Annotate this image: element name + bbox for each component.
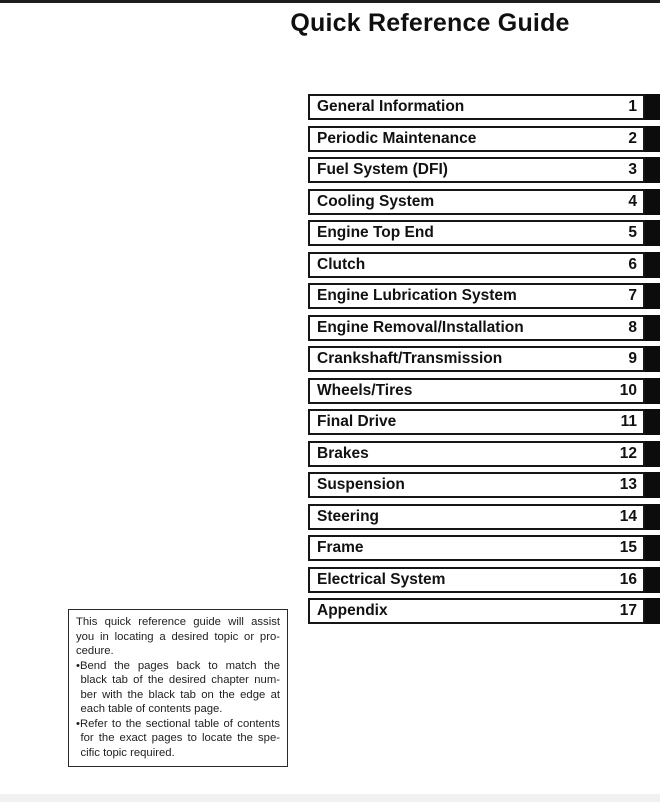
chapter-tab xyxy=(645,189,660,215)
chapter-number: 8 xyxy=(628,318,637,336)
note-line: •Bend the pages back to match the xyxy=(76,659,280,672)
chapter-label: Electrical System xyxy=(317,570,446,588)
chapter-box xyxy=(308,346,645,372)
chapter-tab xyxy=(645,598,660,624)
chapter-label: Steering xyxy=(317,507,380,525)
chapter-row-frame xyxy=(308,535,660,561)
chapter-tab xyxy=(645,535,660,561)
chapter-label: Crankshaft/Transmission xyxy=(317,350,503,367)
chapter-row-general-information xyxy=(308,94,660,120)
note-line: cific topic required. xyxy=(80,746,175,759)
chapter-label: Wheels/Tires xyxy=(317,381,413,399)
chapter-row-appendix xyxy=(308,598,660,624)
chapter-tab xyxy=(645,409,660,435)
chapter-box xyxy=(308,598,645,624)
chapter-box xyxy=(308,283,645,309)
chapter-tab xyxy=(645,252,660,278)
chapter-tab xyxy=(645,567,660,593)
chapter-tab xyxy=(645,315,660,341)
chapter-row-crankshaft-transmission xyxy=(308,346,660,372)
chapter-number: 6 xyxy=(628,255,637,273)
chapter-tab xyxy=(645,283,660,309)
chapter-row-steering xyxy=(308,504,660,530)
chapter-number: 1 xyxy=(628,98,637,115)
chapter-label: Periodic Maintenance xyxy=(317,129,477,147)
chapter-number: 7 xyxy=(628,287,637,304)
chapter-number: 10 xyxy=(619,381,637,399)
chapter-number: 3 xyxy=(628,161,637,178)
chapter-label: Cooling System xyxy=(317,192,435,210)
chapter-box xyxy=(308,472,645,498)
chapter-list xyxy=(308,94,660,630)
chapter-number: 16 xyxy=(619,570,637,588)
chapter-number: 11 xyxy=(620,413,637,430)
chapter-row-brakes xyxy=(308,441,660,467)
note-line: black tab of the desired chapter num- xyxy=(80,674,280,686)
note-line: •Refer to the sectional table of contents xyxy=(76,717,280,730)
chapter-box xyxy=(308,441,645,467)
chapter-tab xyxy=(645,472,660,498)
chapter-box xyxy=(308,378,645,404)
chapter-box xyxy=(308,567,645,593)
note-line: This quick reference guide will assist xyxy=(76,616,280,628)
chapter-tab xyxy=(645,346,660,372)
chapter-number: 12 xyxy=(619,444,637,462)
chapter-box xyxy=(308,535,645,561)
chapter-number: 17 xyxy=(619,602,637,619)
chapter-row-fuel-system-dfi xyxy=(308,157,660,183)
chapter-row-clutch xyxy=(308,252,660,278)
chapter-number: 14 xyxy=(619,507,637,525)
chapter-tab xyxy=(645,378,660,404)
chapter-row-final-drive xyxy=(308,409,660,435)
chapter-label: Final Drive xyxy=(317,413,397,430)
chapter-label: Engine Top End xyxy=(317,224,434,241)
chapter-tab xyxy=(645,504,660,530)
chapter-number: 13 xyxy=(619,476,637,493)
chapter-label: Suspension xyxy=(317,476,405,493)
chapter-row-periodic-maintenance xyxy=(308,126,660,152)
chapter-number: 15 xyxy=(619,539,637,556)
chapter-box xyxy=(308,315,645,341)
chapter-row-suspension xyxy=(308,472,660,498)
chapter-tab xyxy=(645,157,660,183)
chapter-tab xyxy=(645,126,660,152)
note-line: for the exact pages to locate the spe- xyxy=(80,732,280,744)
chapter-number: 4 xyxy=(628,192,637,210)
chapter-row-engine-removal-installation xyxy=(308,315,660,341)
note-line: each table of contents page. xyxy=(80,703,223,715)
chapter-label: Appendix xyxy=(317,602,388,619)
chapter-box xyxy=(308,157,645,183)
chapter-number: 9 xyxy=(628,350,637,367)
page-top-rule xyxy=(0,0,660,3)
chapter-label: Clutch xyxy=(317,255,366,273)
chapter-box xyxy=(308,126,645,152)
chapter-tab xyxy=(645,94,660,120)
chapter-box xyxy=(308,504,645,530)
chapter-tab xyxy=(645,441,660,467)
chapter-label: Frame xyxy=(317,539,364,556)
chapter-label: Fuel System (DFI) xyxy=(317,161,448,178)
page-title: Quick Reference Guide xyxy=(290,9,570,37)
chapter-label: Engine Lubrication System xyxy=(317,287,517,304)
usage-note-box xyxy=(68,609,288,767)
chapter-box xyxy=(308,189,645,215)
chapter-row-engine-lubrication-system xyxy=(308,283,660,309)
chapter-box xyxy=(308,94,645,120)
note-line: you in locating a desired topic or pro- xyxy=(76,630,280,643)
chapter-label: General Information xyxy=(317,98,465,115)
chapter-row-electrical-system xyxy=(308,567,660,593)
chapter-tab xyxy=(645,220,660,246)
note-line: cedure. xyxy=(76,645,114,657)
chapter-box xyxy=(308,252,645,278)
chapter-number: 5 xyxy=(628,224,637,241)
chapter-box xyxy=(308,409,645,435)
chapter-label: Engine Removal/Installation xyxy=(317,318,524,336)
chapter-row-engine-top-end xyxy=(308,220,660,246)
chapter-row-wheels-tires xyxy=(308,378,660,404)
chapter-label: Brakes xyxy=(317,444,369,462)
chapter-row-cooling-system xyxy=(308,189,660,215)
page-bottom-scan-edge xyxy=(0,794,660,802)
chapter-number: 2 xyxy=(628,129,637,147)
chapter-box xyxy=(308,220,645,246)
note-line: ber with the black tab on the edge at xyxy=(80,688,280,701)
